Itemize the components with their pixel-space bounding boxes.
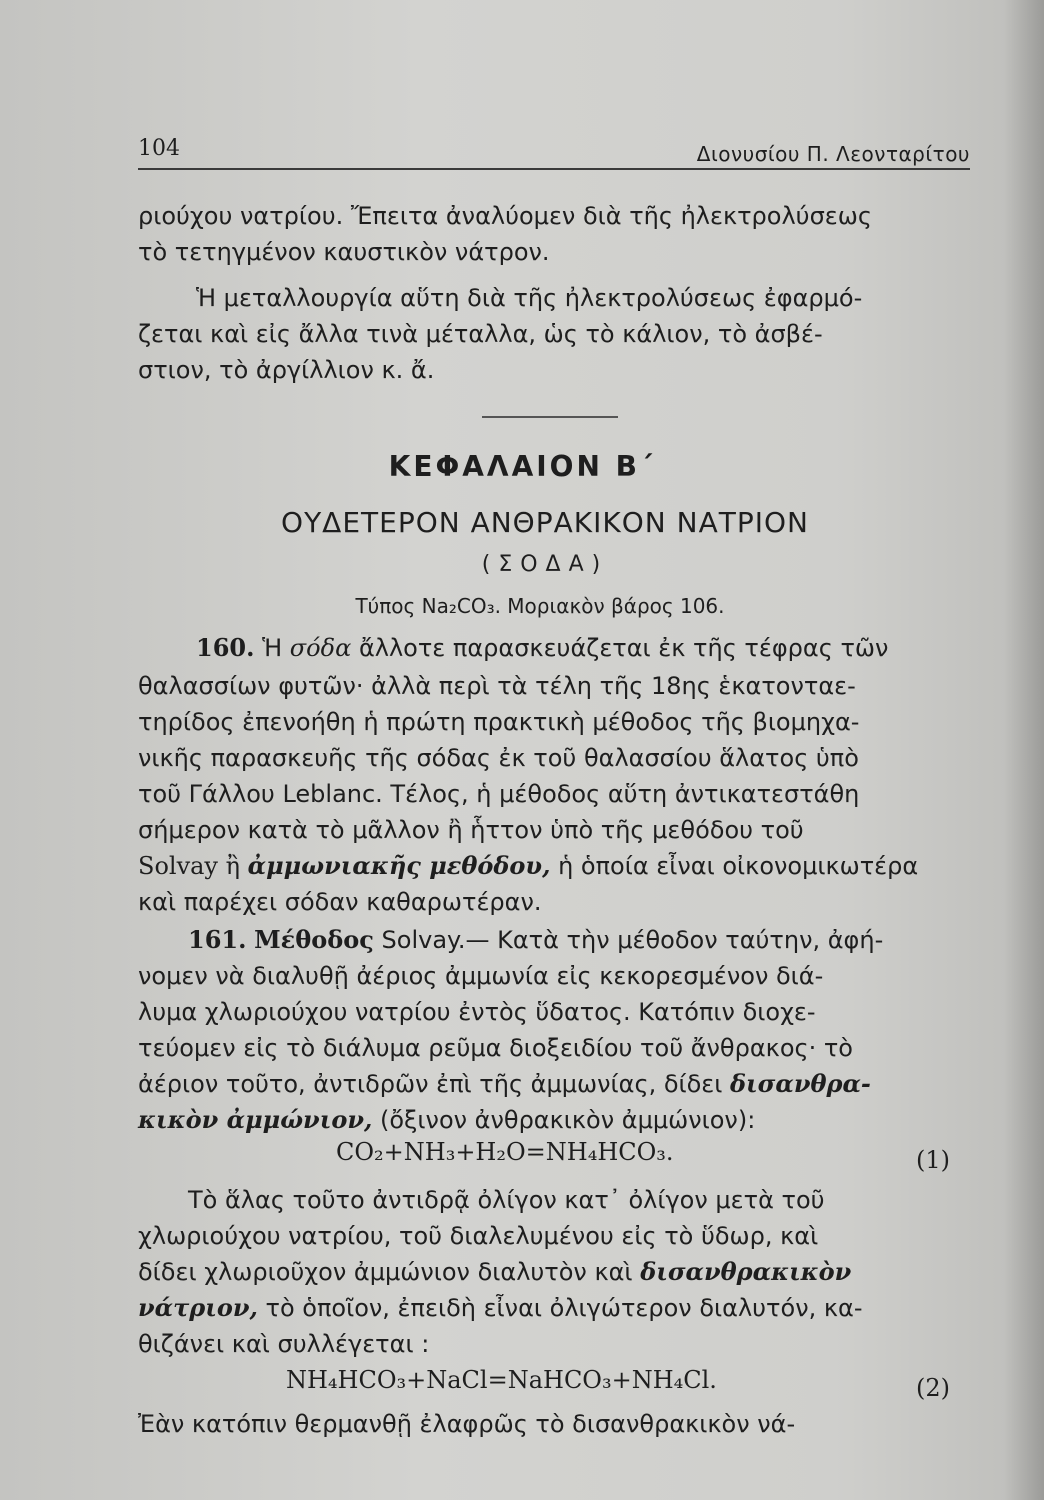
text-line: τεύομεν εἰς τὸ διάλυμα ρεῦμα διοξειδίου τοῦ ἄνθρακος· τὸ bbox=[138, 1034, 853, 1062]
text-line: σήμερον κατὰ τὸ μᾶλλον ἢ ἧττον ὑπὸ τῆς μεθόδου τοῦ bbox=[138, 816, 804, 844]
paragraph-line bbox=[138, 1104, 755, 1136]
text-line: τηρίδος ἐπενοήθη ἡ πρώτη πρακτικὴ μέθοδος τῆς βιομηχα- bbox=[138, 708, 860, 736]
chapter-title: ΟΥΔΕΤΕΡΟΝ ΑΝΘΡΑΚΙΚΟΝ ΝΑΤΡΙΟΝ bbox=[281, 506, 809, 539]
text-line: στιον, τὸ ἀργίλλιον κ. ἄ. bbox=[138, 356, 435, 384]
chemical-equation: CO₂+NH₃+H₂O=NH₄HCO₃. bbox=[336, 1138, 674, 1166]
emphasized-term: νάτριον, bbox=[138, 1293, 258, 1322]
text-run: ἀέριον τοῦτο, ἀντιδρῶν ἐπὶ τῆς ἀμμωνίας, δίδει bbox=[138, 1070, 723, 1098]
text-line: θαλασσίων φυτῶν· ἀλλὰ περὶ τὰ τέλη τῆς 18ης ἑκατονταε- bbox=[138, 672, 856, 700]
page-number: 104 bbox=[138, 136, 180, 161]
text-run: Ἡ bbox=[262, 634, 283, 662]
paragraph-first-line bbox=[188, 924, 883, 956]
equation-number: (1) bbox=[916, 1146, 950, 1174]
emphasized-term: δισανθρακικὸν bbox=[640, 1257, 852, 1286]
emphasized-term: κικὸν ἀμμώνιον, bbox=[138, 1105, 373, 1134]
equation-number: (2) bbox=[916, 1374, 950, 1402]
text-run: ἄλλοτε παρασκευάζεται ἐκ τῆς τέφρας τῶν bbox=[358, 634, 889, 662]
text-line: ριούχου νατρίου. Ἔπειτα ἀναλύομεν διὰ τῆς ἠλεκτρολύσεως bbox=[138, 202, 872, 230]
text-line: λυμα χλωριούχου νατρίου ἐντὸς ὕδατος. Κατόπιν διοχε- bbox=[138, 998, 816, 1026]
emphasized-term: σόδα bbox=[289, 634, 352, 662]
section-heading: Μέθοδος bbox=[254, 925, 374, 954]
paragraph-line bbox=[138, 1256, 851, 1288]
section-number: 161. bbox=[188, 925, 247, 954]
section-number: 160. bbox=[196, 633, 255, 662]
text-line: νομεν νὰ διαλυθῇ ἀέριος ἀμμωνία εἰς κεκορεσμένον διά- bbox=[138, 962, 824, 990]
chapter-subtitle: (ΣΟΔΑ) bbox=[481, 552, 609, 577]
text-line: καὶ παρέχει σόδαν καθαρωτέραν. bbox=[138, 888, 542, 916]
page-header bbox=[138, 128, 970, 170]
text-line: Ἐὰν κατόπιν θερμανθῇ ἐλαφρῶς τὸ δισανθρακικὸν νά- bbox=[138, 1410, 796, 1438]
text-line: θιζάνει καὶ συλλέγεται : bbox=[138, 1330, 430, 1358]
text-line: νικῆς παρασκευῆς τῆς σόδας ἐκ τοῦ θαλασσίου ἅλατος ὑπὸ bbox=[138, 744, 859, 772]
text-run: Solvay.— Κατὰ τὴν μέθοδον ταύτην, ἀφή- bbox=[381, 926, 884, 954]
text-line: Ἡ μεταλλουργία αὕτη διὰ τῆς ἠλεκτρολύσεως ἐφαρμό- bbox=[196, 284, 863, 312]
paragraph-line bbox=[138, 1292, 862, 1324]
emphasized-term: ἀμμωνιακῆς μεθόδου, bbox=[247, 851, 551, 880]
text-line: τὸ τετηγμένον καυστικὸν νάτρον. bbox=[138, 238, 550, 266]
paragraph-first-line bbox=[196, 632, 888, 664]
text-line: τοῦ Γάλλου Leblanc. Τέλος, ἡ μέθοδος αὕτη ἀντικατεστάθη bbox=[138, 780, 860, 808]
text-run: τὸ ὁποῖον, ἐπειδὴ εἶναι ὀλιγώτερον διαλυτόν, κα- bbox=[265, 1294, 863, 1322]
chemical-equation: NH₄HCO₃+NaCl=NaHCO₃+NH₄Cl. bbox=[286, 1366, 717, 1394]
text-line: Τὸ ἅλας τοῦτο ἀντιδρᾷ ὀλίγον κατ᾿ ὀλίγον μετὰ τοῦ bbox=[188, 1186, 825, 1214]
text-run: Solvay ἢ bbox=[138, 852, 240, 880]
paragraph-line bbox=[138, 850, 918, 882]
emphasized-term: δισανθρα- bbox=[730, 1069, 871, 1098]
text-run: ἡ ὁποία εἶναι οἰκονομικωτέρα bbox=[558, 852, 919, 880]
text-line: ζεται καὶ εἰς ἄλλα τινὰ μέταλλα, ὡς τὸ κάλιον, τὸ ἀσβέ- bbox=[138, 320, 823, 348]
page-edge-shadow bbox=[1004, 0, 1044, 1500]
text-run: δίδει χλωριοῦχον ἀμμώνιον διαλυτὸν καὶ bbox=[138, 1258, 633, 1286]
chapter-label: ΚΕΦΑΛΑΙΟΝ Β΄ bbox=[388, 450, 656, 483]
section-divider bbox=[482, 416, 618, 418]
running-head: Διονυσίου Π. Λεονταρίτου bbox=[696, 142, 970, 166]
text-run: (ὄξινον ἀνθρακικὸν ἀμμώνιον): bbox=[379, 1106, 756, 1134]
text-line: χλωριούχου νατρίου, τοῦ διαλελυμένου εἰς τὸ ὕδωρ, καὶ bbox=[138, 1222, 819, 1250]
formula-line: Τύπος Na₂CO₃. Μοριακὸν βάρος 106. bbox=[355, 594, 725, 618]
paragraph-line bbox=[138, 1068, 871, 1100]
